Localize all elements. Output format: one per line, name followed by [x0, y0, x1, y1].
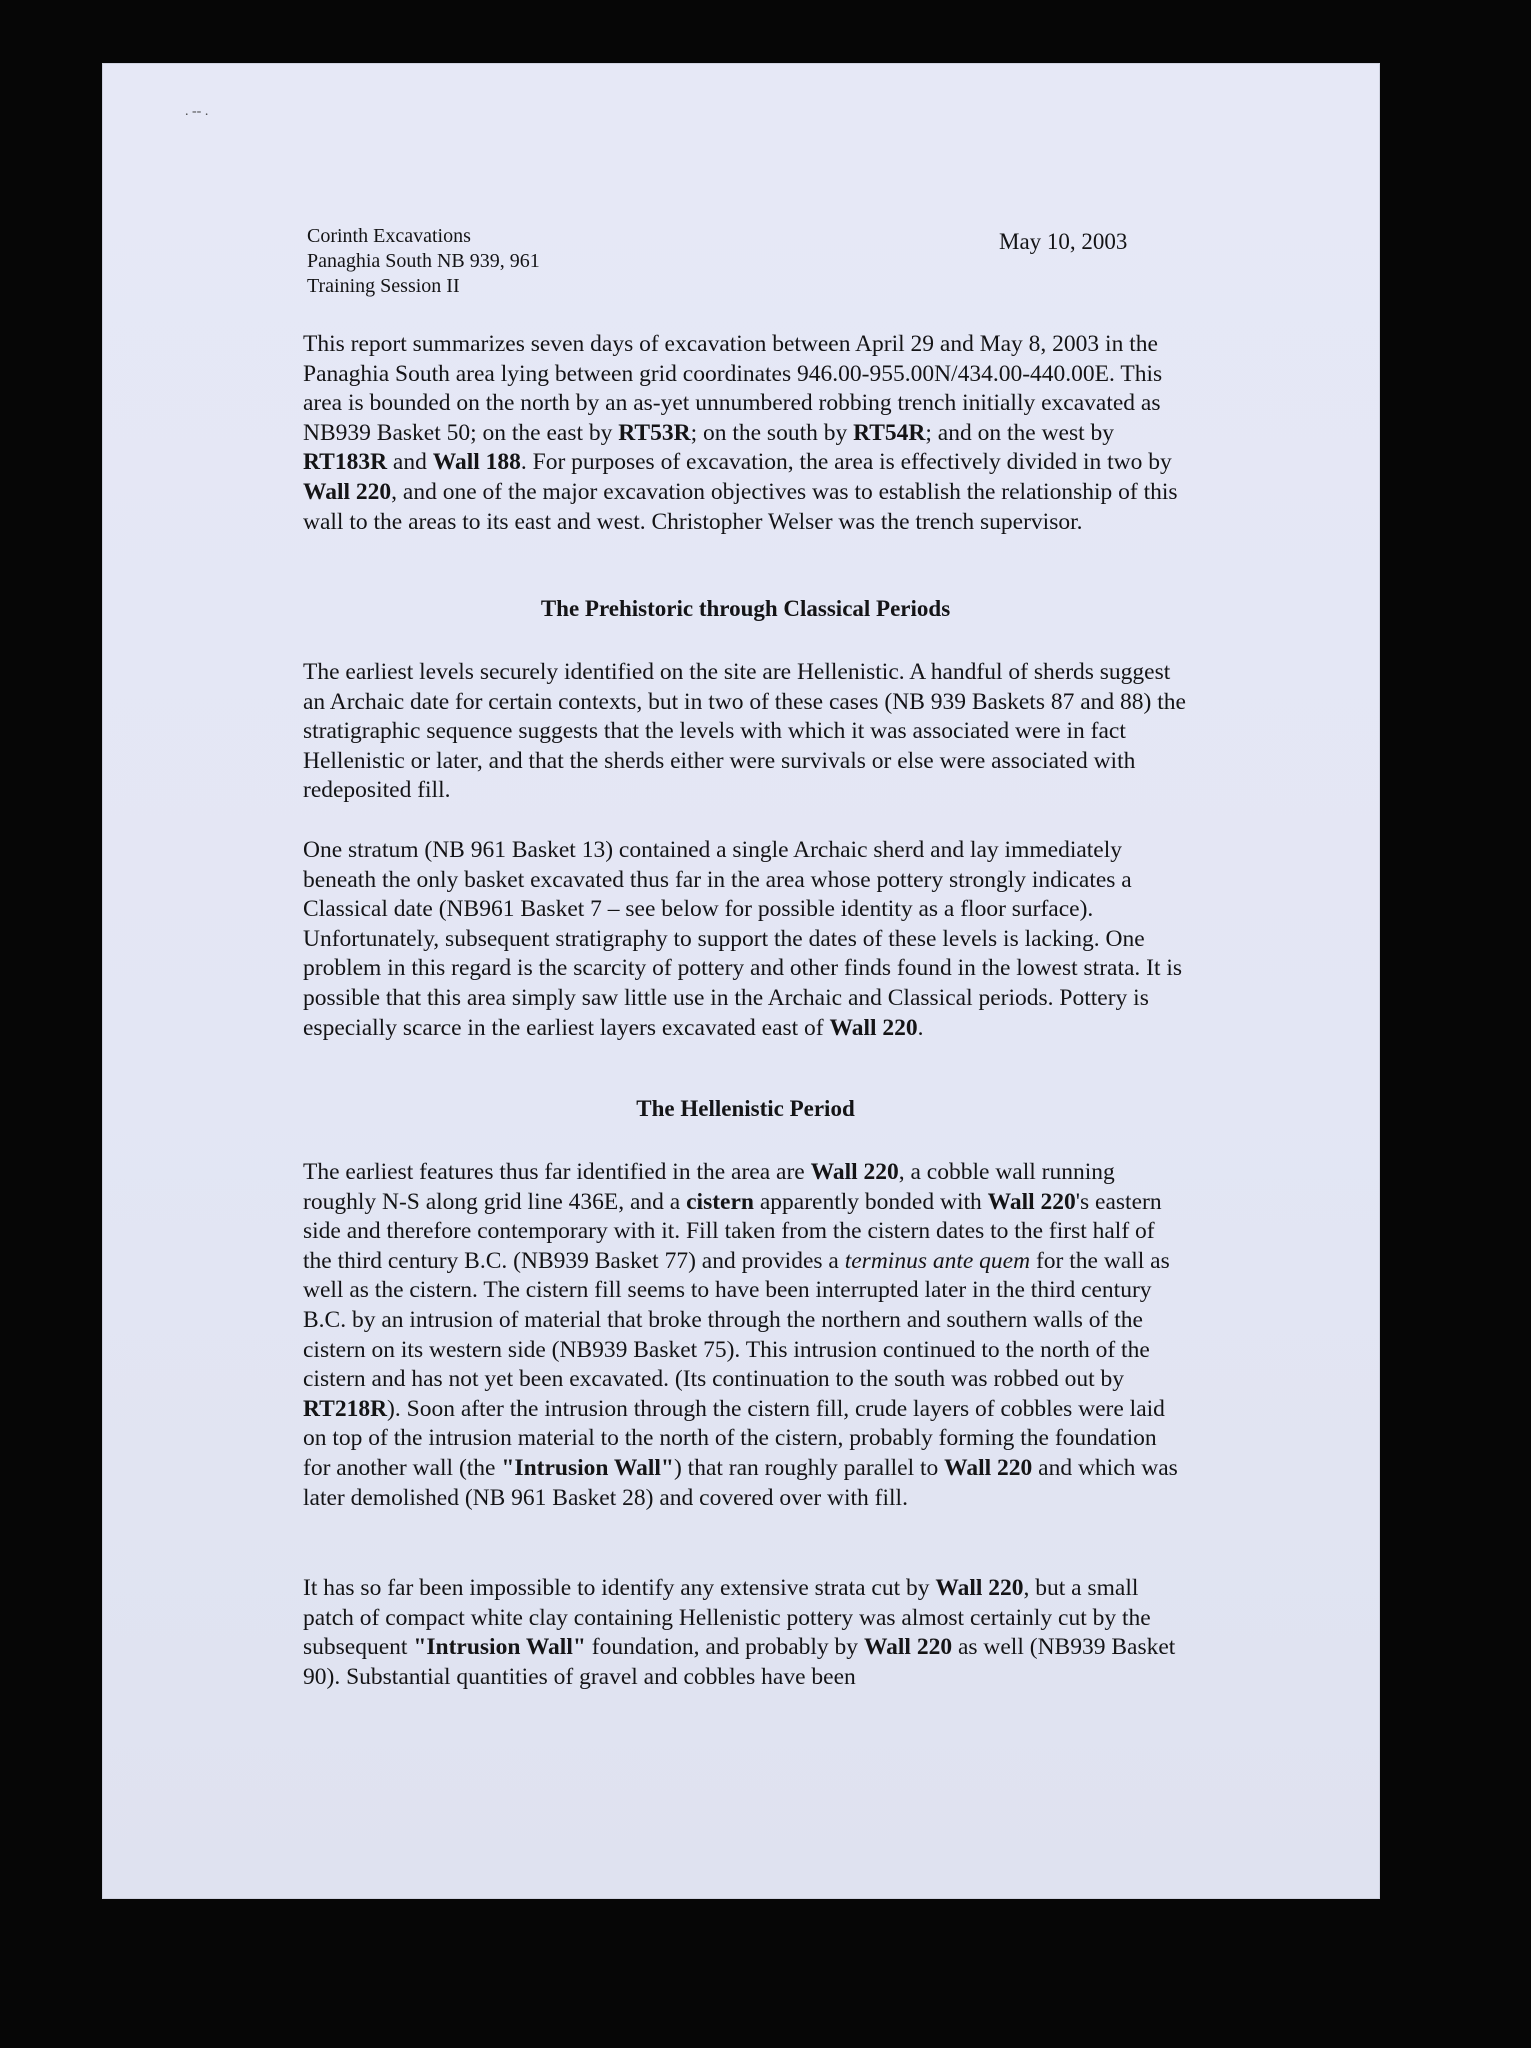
- report-date: May 10, 2003: [999, 229, 1128, 254]
- text-run: 's eastern side and therefore contemporary with it. Fill taken from the cistern dates to the first half of the third century B.C. (NB939 Basket 77) and provides a: [303, 1188, 1162, 1274]
- header-session: Training Session II: [307, 275, 460, 297]
- text-run: apparently bonded with: [754, 1188, 988, 1215]
- bold-term: RT54R: [853, 419, 926, 446]
- text-run: and: [387, 449, 433, 476]
- bold-term: Wall 220: [810, 1159, 899, 1185]
- text-run: ; and on the west by: [925, 419, 1115, 446]
- text-run: It has so far been impossible to identify any extensive strata cut by: [303, 1575, 936, 1601]
- bold-term: Wall 220: [863, 1634, 953, 1661]
- text-run: for the wall as well as the cistern. The cistern fill seems to have been interrupted later in the third century B.C. by an intrusion of material that broke through the northern and southern walls of the cistern on its western side (NB939 Basket 75). This intrusion continued to the north of the cistern and has not yet been excavated. (Its continuation to the south was robbed out by: [303, 1247, 1170, 1393]
- text-run: This report summarizes seven days of excavation between April 29 and May 8, 2003 in the Panaghia South area lying between grid coordinates 946.00-955.00N/434.00-440.00E. This area is bounded on the north by an as-yet unnumbered robbing trench initially excavated as NB939 Basket 50; on the east by: [303, 331, 1163, 446]
- bold-term: Wall 220: [829, 1014, 918, 1041]
- bold-term: Wall 188: [432, 449, 521, 476]
- header-block: [307, 224, 540, 299]
- text-run: and which was later demolished (NB 961 Basket 28) and covered over with fill.: [303, 1454, 1178, 1511]
- document-page: [103, 64, 1379, 1898]
- heading-hellenistic: The Hellenistic Period: [636, 1096, 855, 1121]
- header-organization: Corinth Excavations: [307, 225, 471, 247]
- text-run: as well (NB939 Basket 90). Substantial quantities of gravel and cobbles have been: [303, 1634, 1176, 1690]
- text-run: ) that ran roughly parallel to: [673, 1454, 945, 1481]
- text-run: , but a small patch of compact white clay containing Hellenistic pottery was almost certainly cut by the subsequent: [303, 1575, 1151, 1661]
- text-run: foundation, and probably by: [585, 1634, 864, 1661]
- text-run: The earliest features thus far identified in the area are: [303, 1159, 811, 1185]
- bold-term: "Intrusion Wall": [413, 1634, 586, 1661]
- text-run: , a cobble wall running roughly N-S along grid line 436E, and a: [303, 1159, 1115, 1215]
- paragraph-intro: [303, 330, 1188, 537]
- bold-term: RT218R: [303, 1395, 388, 1422]
- paragraph-wall-220-cistern: [303, 1158, 1188, 1513]
- header-notebooks: Panaghia South NB 939, 961: [307, 250, 540, 272]
- text-run: ). Soon after the intrusion through the cistern fill, crude layers of cobbles were laid on top of the intrusion material to the north of the cistern, probably forming the foundation for another wall (the: [303, 1395, 1165, 1481]
- bold-term: "Intrusion Wall": [501, 1454, 674, 1481]
- italic-term: terminus ante quem: [844, 1247, 1031, 1274]
- bold-term: RT53R: [618, 419, 691, 446]
- heading-prehistoric-classical: The Prehistoric through Classical Periods: [540, 596, 951, 621]
- corner-mark: . -- .: [185, 104, 209, 119]
- bold-term: cistern: [686, 1188, 754, 1215]
- paragraph-archaic-stratum: [303, 836, 1188, 1043]
- paragraph-earliest-levels: [303, 658, 1188, 806]
- text-run: One stratum (NB 961 Basket 13) contained a single Archaic sherd and lay immediately beneath the only basket excavated thus far in the area whose pottery strongly indicates a Classical date (NB961 Basket 7 – see below for possible identity as a floor surface). Unfortunately, subsequent stratigraphy to support the dates of these levels is lacking. One problem in this regard is the scarcity of pottery and other finds found in the lowest strata. It is possible that this area simply saw little use in the Archaic and Classical periods. Pottery is especially scarce in the earliest layers excavated east of: [303, 837, 1183, 1041]
- text-run: .: [917, 1014, 924, 1041]
- bold-term: Wall 220: [944, 1454, 1033, 1481]
- text-run: . For purposes of excavation, the area is effectively divided in two by: [520, 449, 1172, 476]
- text-run: The earliest levels securely identified on the site are Hellenistic. A handful of sherds suggest an Archaic date for certain contexts, but in two of these cases (NB 939 Baskets 87 and 88) the stratigraphic sequence suggests that the levels with which it was associated were in fact Hellenistic or later, and that the sherds either were survivals or else were associated with redeposited fill.: [303, 659, 1186, 804]
- paragraph-white-clay: [303, 1574, 1188, 1692]
- bold-term: RT183R: [303, 449, 388, 476]
- bold-term: Wall 220: [935, 1575, 1024, 1601]
- bold-term: Wall 220: [303, 478, 392, 505]
- text-run: , and one of the major excavation objectives was to establish the relationship of this wall to the areas to its east and west. Christopher Welser was the trench supervisor.: [303, 478, 1178, 535]
- bold-term: Wall 220: [987, 1188, 1076, 1215]
- text-run: ; on the south by: [690, 419, 854, 446]
